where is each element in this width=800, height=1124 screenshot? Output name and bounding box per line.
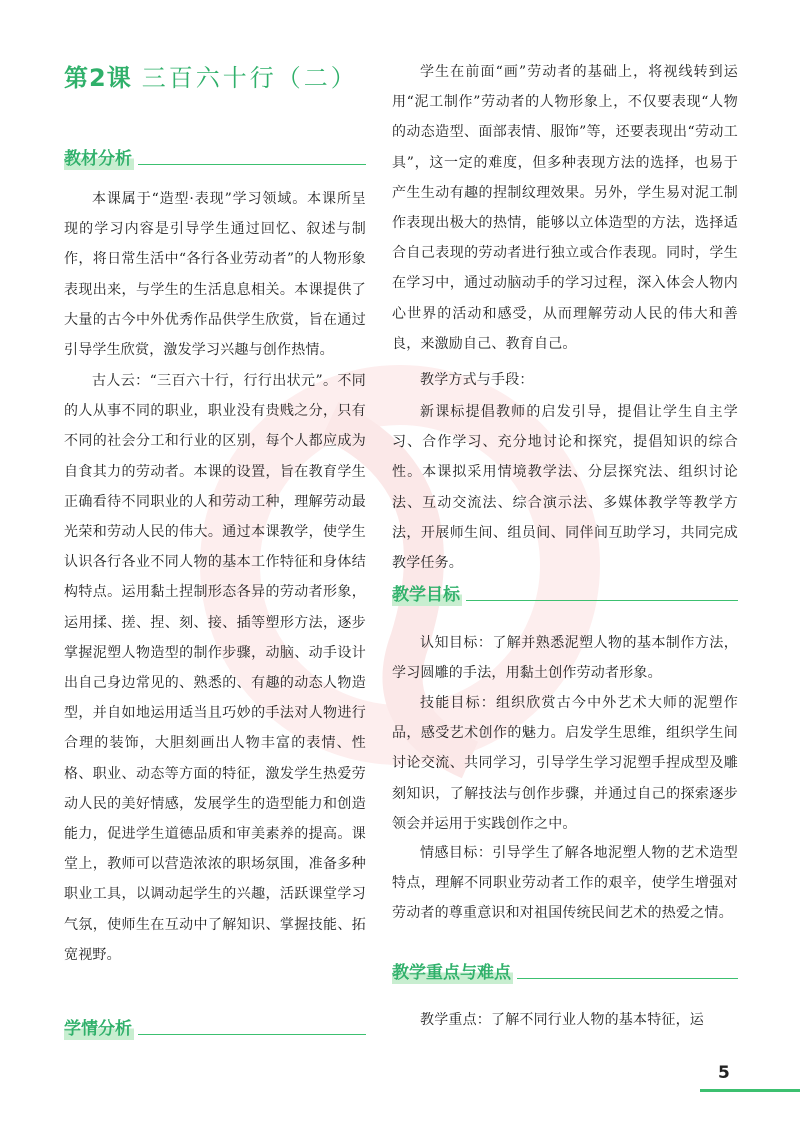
lesson-title bbox=[64, 58, 358, 93]
section-rule bbox=[517, 978, 738, 979]
section-header-students bbox=[64, 1012, 366, 1040]
section-label-analysis: 教材分析 bbox=[64, 144, 134, 170]
paragraph-method-body: 新课标提倡教师的启发引导，提倡让学生自主学习、合作学习、充分地讨论和探究，提倡知识的综合性。本课拟采用情境教学法、分层探究法、组织讨论法、互动交流法、综合演示法、多媒体教学等教学方法，开展师生间、组员间、同伴间互助学习，共同完成教学任务。 bbox=[392, 404, 738, 572]
section-header-objectives bbox=[392, 578, 738, 606]
paragraph-analysis-3: 学生在前面“画”劳动者的基础上，将视线转到运用“泥工制作”劳动者的人物形象上，不仅要表现“人物的动态造型、面部表情、服饰”等，还要表现出“劳动工具”，这一定的难度，但多种表现方法的选择，也易于产生生动有趣的捏制纹理效果。另外，学生易对泥工制作表现出极大的热情，能够以立体造型的方法，选择适合自己表现的劳动者进行独立或合作表现。同时，学生在学习中，通过动脑动手的学习过程，深入体会人物内心世界的活动和感受，从而理解劳动人民的伟大和善良，来激励自己、教育自己。 bbox=[392, 64, 738, 352]
section-rule bbox=[466, 600, 738, 601]
section-label-objectives: 教学目标 bbox=[392, 580, 462, 606]
section-label-key-points: 教学重点与难点 bbox=[392, 958, 513, 984]
paragraph-method-heading: 教学方式与手段： bbox=[420, 372, 534, 388]
page-number-rule bbox=[700, 1089, 800, 1092]
section-rule bbox=[138, 164, 366, 165]
section-label-students: 学情分析 bbox=[64, 1014, 134, 1040]
section-rule bbox=[138, 1034, 366, 1035]
paragraph-key-points: 教学重点：了解不同行业人物的基本特征，运 bbox=[420, 1012, 704, 1028]
paragraph-cognitive-goal: 认知目标：了解并熟悉泥塑人物的基本制作方法，学习圆雕的手法，用黏土创作劳动者形象。 bbox=[392, 635, 738, 682]
paragraph-skill-goal: 技能目标：组织欣赏古今中外艺术大师的泥塑作品，感受艺术创作的魅力。启发学生思维，组织学生间讨论交流、共同学习，引导学生学习泥塑手捏成型及雕刻知识，了解技法与创作步骤，并通过自己的探索逐步领会并运用于实践创作之中。 bbox=[392, 695, 738, 832]
section-header-key-points bbox=[392, 956, 738, 984]
paragraph-emotion-goal: 情感目标：引导学生了解各地泥塑人物的艺术造型特点，理解不同职业劳动者工作的艰辛，使学生增强对劳动者的尊重意识和对祖国传统民间艺术的热爱之情。 bbox=[392, 845, 738, 922]
paragraph-analysis-2: 古人云：“三百六十行，行行出状元”。不同的人从事不同的职业，职业没有贵贱之分，只有不同的社会分工和行业的区别，每个人都应成为自食其力的劳动者。本课的设置，旨在教育学生正确看待不同职业的人和劳动工种，理解劳动最光荣和劳动人民的伟大。通过本课教学，使学生认识各行各业不同人物的基本工作特征和身体结构特点。运用黏土捏制形态各异的劳动者形象，运用揉、搓、捏、刻、接、插等塑形方法，逐步掌握泥塑人物造型的制作步骤，动脑、动手设计出自己身边常见的、熟悉的、有趣的动态人物造型，并自如地运用适当且巧妙的手法对人物进行合理的装饰，大胆刻画出人物丰富的表情、性格、职业、动态等方面的特征，激发学生热爱劳动人民的美好情感，发展学生的造型能力和创造能力，促进学生道德品质和审美素养的提高。课堂上，教师可以营造浓浓的职场氛围，准备多种职业工具，以调动起学生的兴趣，活跃课堂学习气氛，使师生在互动中了解知识、掌握技能、拓宽视野。 bbox=[64, 373, 366, 963]
lesson-number: 第2课 bbox=[64, 64, 132, 92]
paragraph-analysis-1: 本课属于“造型·表现”学习领域。本课所呈现的学习内容是引导学生通过回忆、叙述与制作，将日常生活中“各行各业劳动者”的人物形象表现出来，与学生的生活息息相关。本课提供了大量的古今中外优秀作品供学生欣赏，旨在通过引导学生欣赏，激发学习兴趣与创作热情。 bbox=[64, 191, 366, 359]
section-header-analysis bbox=[64, 142, 366, 170]
lesson-title-text: 三百六十行（二） bbox=[141, 64, 358, 92]
page-number: 5 bbox=[718, 1063, 730, 1083]
